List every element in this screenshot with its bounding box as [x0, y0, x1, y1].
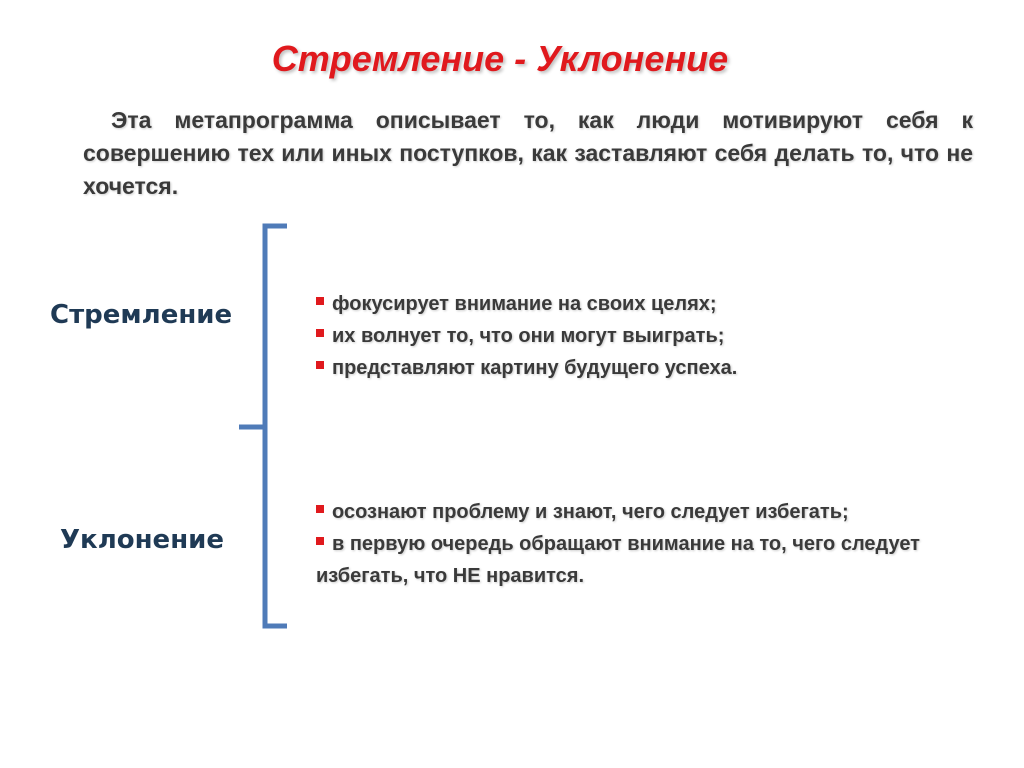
list-item-text: представляют картину будущего успеха.: [332, 357, 738, 379]
square-bullet-icon: [316, 329, 324, 337]
list-item: [316, 288, 956, 320]
list-item: [316, 352, 956, 384]
square-bullet-icon: [316, 505, 324, 513]
avoidance-list: [316, 496, 1006, 592]
square-bullet-icon: [316, 297, 324, 305]
list-item: [316, 320, 956, 352]
bracket-line: [265, 226, 287, 626]
list-item-text: осознают проблему и знают, чего следует избегать;: [332, 501, 849, 523]
slide-title: Стремление - Уклонение: [271, 38, 729, 79]
list-item-text: их волнует то, что они могут выиграть;: [332, 325, 725, 347]
list-item: [316, 528, 1006, 592]
bracket-connector: [235, 220, 295, 640]
list-item-text: фокусирует внимание на своих целях;: [332, 293, 717, 315]
category-label-striving: Стремление: [50, 300, 233, 330]
list-item: [316, 496, 1006, 528]
striving-list: [316, 288, 956, 384]
category-label-avoidance: Уклонение: [60, 525, 225, 555]
list-item-text: в первую очередь обращают внимание на то, чего следует избегать, что НЕ нравится.: [316, 533, 920, 587]
intro-paragraph: Эта метапрограмма описывает то, как люди мотивируют себя к совершению тех или иных поступков, как заставляют себя делать то, что не хочется.: [83, 107, 973, 199]
square-bullet-icon: [316, 361, 324, 369]
square-bullet-icon: [316, 537, 324, 545]
